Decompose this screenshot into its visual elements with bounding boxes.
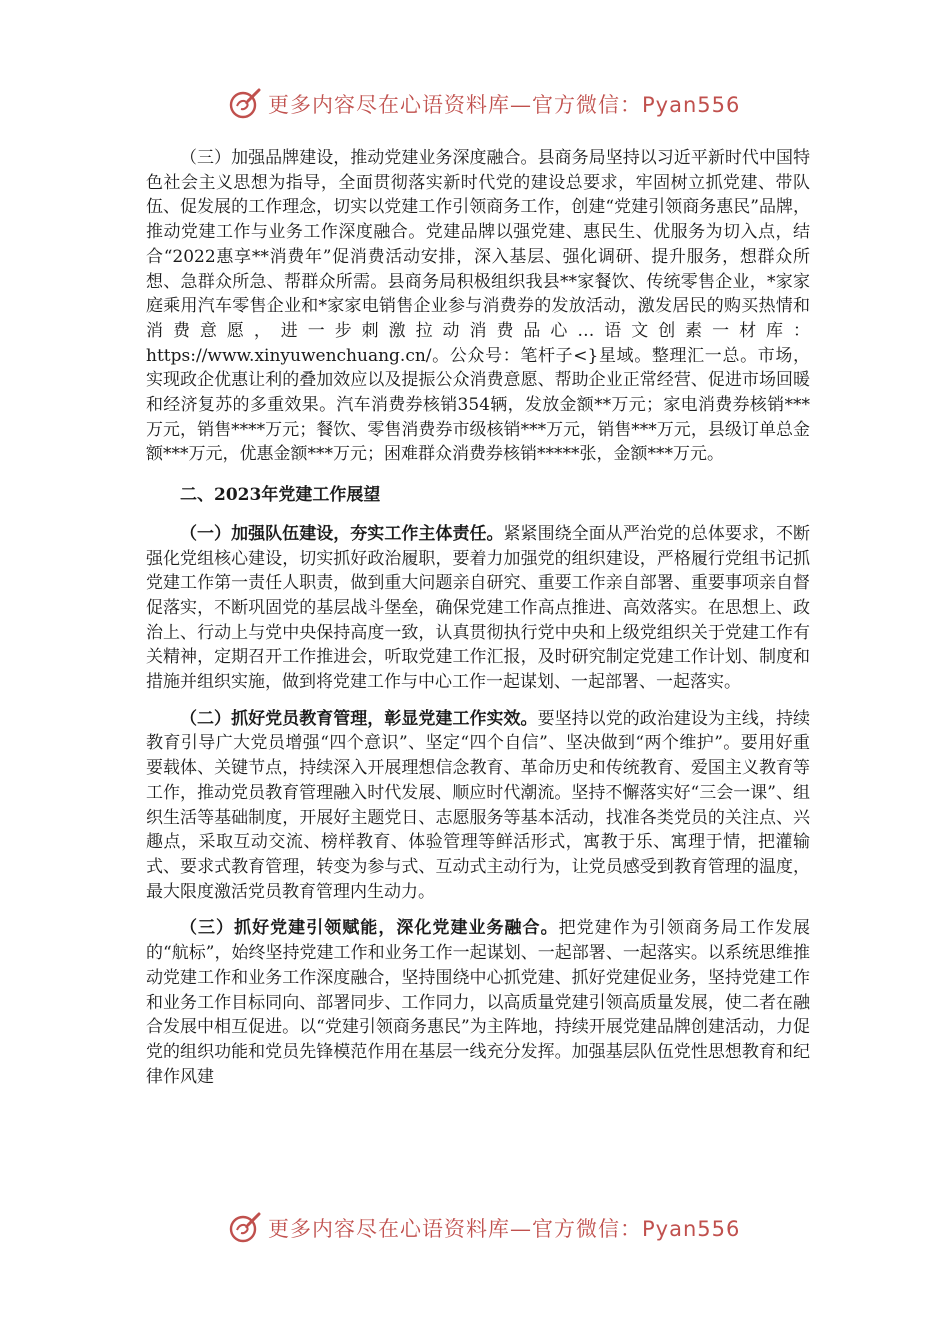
section-brand-paragraph: （三）加强品牌建设，推动党建业务深度融合。县商务局坚持以习近平新时代中国特色社会主义思想为指导，全面贯彻落实新时代党的建设总要求，牢固树立抓党建、带队伍、促发展的工作理念，切实以党建工作引领商务工作，创建“党建引领商务惠民”品牌，推动党建工作与业务工作深度融合。党建品牌以强党建、惠民生、优服务为切入点，结合“2022惠享**消费年”促消费活动安排，深入基层、强化调研、提升服务，想群众所想、急群众所急、帮群众所需。县商务局积极组织我县**家餐饮、传统零售企业，*家家庭乘用汽车零售企业和*家家电销售企业参与消费券的发放活动，激发居民的购买热情和消费意愿，进一步刺激拉动消费品心…语文创素一材库：https://www.xinyuwenchuang.cn/。公众号：笔杆子<}星域。整理汇一总。市场，实现政企优惠让利的叠加效应以及提振公众消费意愿、帮助企业正常经营、促进市场回暖和经济复苏的多重效果。汽车消费券核销354辆，发放金额**万元；家电消费券核销***万元，销售****万元；餐饮、零售消费券市级核销***万元，销售***万元，县级订单总金额***万元，优惠金额***万元；困难群众消费券核销*****张，金额***万元。 [146, 148, 810, 465]
section-heading-2023: 二、2023年党建工作展望 [180, 485, 381, 506]
outlook-paragraph-2 [146, 707, 810, 905]
outlook-1-lead: （一）加强队伍建设，夯实工作主体责任。 [180, 523, 504, 544]
outlook-2-lead: （二）抓好党员教育管理，彰显党建工作实效。 [180, 708, 538, 729]
watermark-text: 更多内容尽在心语资料库—官方微信：Pyan556 [268, 1217, 741, 1241]
pen-logo-icon [228, 1211, 262, 1245]
watermark-id: Pyan556 [642, 93, 741, 117]
outlook-2-text: 要坚持以党的政治建设为主线，持续教育引导广大党员增强“四个意识”、坚定“四个自信”、坚决做到“两个维护”。要用好重要载体、关键节点，持续深入开展理想信念教育、革命历史和传统教育、爱国主义教育等工作，推动党员教育管理融入时代发展、顺应时代潮流。坚持不懈落实好“三会一课”、组织生活等基础制度，开展好主题党日、志愿服务等基本活动，找准各类党员的关注点、兴趣点，采取互动交流、榜样教育、体验管理等鲜活形式，寓教于乐、寓理于情，把灌输式、要求式教育管理，转变为参与式、互动式主动行为，让党员感受到教育管理的温度，最大限度激活党员教育管理内生动力。 [146, 708, 811, 902]
watermark-footer [228, 1208, 748, 1248]
outlook-1-text: 紧紧围绕全面从严治党的总体要求，不断强化党组核心建设，切实抓好政治履职，要着力加强党的组织建设，严格履行党组书记抓党建工作第一责任人职责，做到重大问题亲自研究、重要工作亲自部署、重要事项亲自督促落实，不断巩固党的基层战斗堡垒，确保党建工作高点推进、高效落实。在思想上、政治上、行动上与党中央保持高度一致，认真贯彻执行党中央和上级党组织关于党建工作有关精神，定期召开工作推进会，听取党建工作汇报，及时研究制定党建工作计划、制度和措施并组织实施，做到将党建工作与中心工作一起谋划、一起部署、一起落实。 [146, 523, 811, 693]
outlook-paragraph-3 [146, 916, 810, 1089]
outlook-3-lead: （三）抓好党建引领赋能，深化党建业务融合。 [180, 918, 559, 939]
watermark-header [228, 84, 748, 124]
watermark-id: Pyan556 [642, 1217, 741, 1241]
outlook-3-text: 把党建作为引领商务局工作发展的“航标”，始终坚持党建工作和业务工作一起谋划、一起部署、一起落实。以系统思维推动党建工作和业务工作深度融合，坚持围绕中心抓党建、抓好党建促业务，坚持党建工作和业务工作目标同向、部署同步、工作同力，以高质量党建引领高质量发展，使二者在融合发展中相互促进。以“党建引领商务惠民”为主阵地，持续开展党建品牌创建活动，力促党的组织功能和党员先锋模范作用在基层一线充分发挥。加强基层队伍党性思想教育和纪律作风建 [146, 918, 811, 1087]
watermark-text: 更多内容尽在心语资料库—官方微信：Pyan556 [268, 93, 741, 117]
outlook-paragraph-1 [146, 522, 810, 695]
pen-logo-icon [228, 87, 262, 121]
document-body [146, 146, 810, 1089]
